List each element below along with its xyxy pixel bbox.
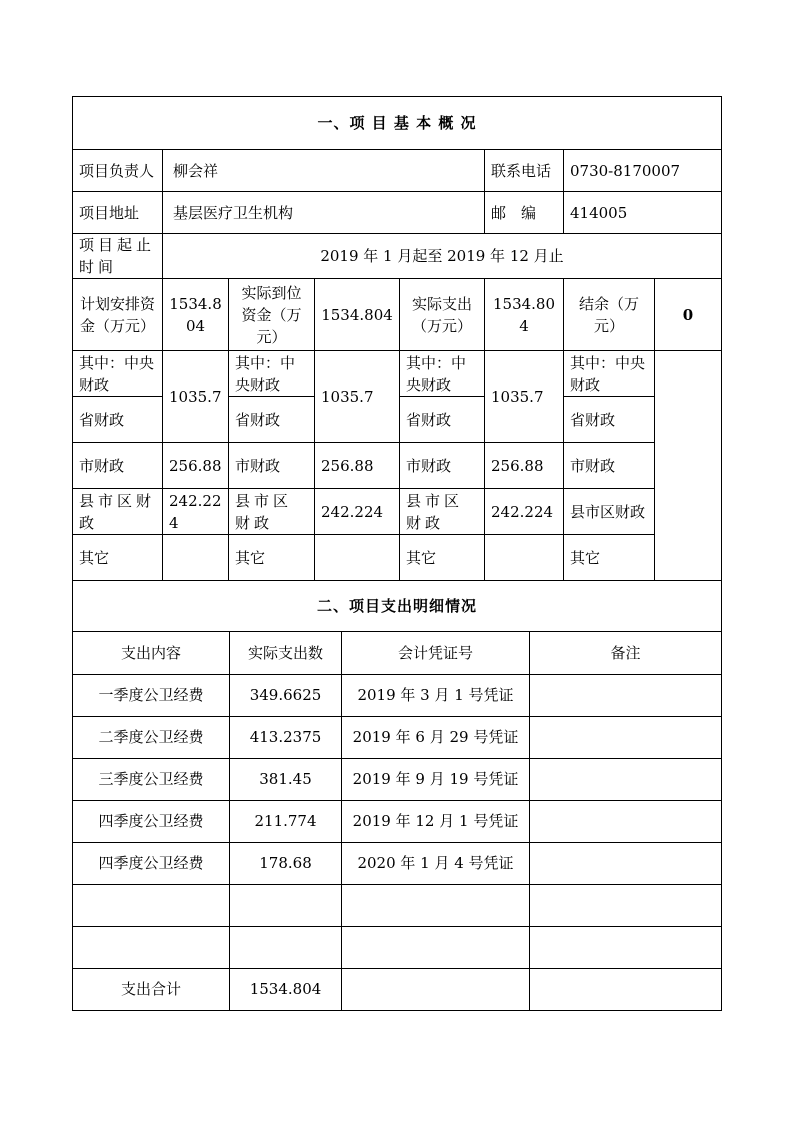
expense-amount: 211.774 [230, 800, 342, 842]
address-label: 项目地址 [73, 192, 163, 234]
city-value-2: 256.88 [315, 443, 400, 489]
expense-voucher: 2019 年 6 月 29 号凭证 [342, 716, 530, 758]
total-remark-blank [530, 968, 722, 1010]
central-label-4: 其中：中央财政 [564, 351, 655, 397]
period-label: 项目起止时间 [73, 234, 163, 279]
spent-value: 1534.804 [485, 279, 564, 351]
city-label-1: 市财政 [73, 443, 163, 489]
expense-voucher: 2019 年 12 月 1 号凭证 [342, 800, 530, 842]
expense-detail-table [72, 632, 722, 1011]
section2-title: 二、项目支出明细情况 [73, 581, 722, 632]
table-row [73, 926, 722, 968]
actual-funds-value: 1534.804 [315, 279, 400, 351]
other-label-1: 其它 [73, 535, 163, 581]
expense-voucher: 2020 年 1 月 4 号凭证 [342, 842, 530, 884]
expense-content: 三季度公卫经费 [73, 758, 230, 800]
address-value: 基层医疗卫生机构 [163, 192, 485, 234]
city-label-2: 市财政 [229, 443, 315, 489]
expense-content: 四季度公卫经费 [73, 800, 230, 842]
planned-funds-value: 1534.804 [163, 279, 229, 351]
other-value-3 [485, 535, 564, 581]
central-value-1: 1035.7 [163, 351, 229, 443]
balance-value: 0 [655, 279, 722, 351]
province-label-2: 省财政 [229, 397, 315, 443]
table-row [73, 674, 722, 716]
expense-amount: 381.45 [230, 758, 342, 800]
central-value-2: 1035.7 [315, 351, 400, 443]
county-label-4: 县市区财政 [564, 489, 655, 535]
other-value-2 [315, 535, 400, 581]
table-row [73, 758, 722, 800]
expense-voucher [342, 884, 530, 926]
central-label-2: 其中：中央财政 [229, 351, 315, 397]
expense-remark [530, 674, 722, 716]
project-report-sheet [72, 96, 721, 1011]
planned-funds-label: 计划安排资金（万元） [73, 279, 163, 351]
postcode-label: 邮 编 [485, 192, 564, 234]
leader-value: 柳会祥 [163, 150, 485, 192]
expense-content [73, 884, 230, 926]
county-value-1: 242.224 [163, 489, 229, 535]
expense-amount: 178.68 [230, 842, 342, 884]
header-voucher: 会计凭证号 [342, 632, 530, 674]
county-value-2: 242.224 [315, 489, 400, 535]
county-label-3: 县市区财政 [400, 489, 485, 535]
city-value-1: 256.88 [163, 443, 229, 489]
header-content: 支出内容 [73, 632, 230, 674]
total-value: 1534.804 [230, 968, 342, 1010]
table-row [73, 842, 722, 884]
county-label-1: 县市区财政 [73, 489, 163, 535]
period-value: 2019 年 1 月起至 2019 年 12 月止 [163, 234, 722, 279]
expense-remark [530, 842, 722, 884]
project-basic-info-table [72, 96, 722, 632]
total-label: 支出合计 [73, 968, 230, 1010]
expense-voucher [342, 926, 530, 968]
table-row [73, 884, 722, 926]
central-label-1: 其中：中央财政 [73, 351, 163, 397]
expense-amount [230, 926, 342, 968]
leader-label: 项目负责人 [73, 150, 163, 192]
postcode-value: 414005 [564, 192, 722, 234]
expense-voucher: 2019 年 9 月 19 号凭证 [342, 758, 530, 800]
city-label-3: 市财政 [400, 443, 485, 489]
expense-remark [530, 758, 722, 800]
other-label-2: 其它 [229, 535, 315, 581]
city-label-4: 市财政 [564, 443, 655, 489]
other-label-4: 其它 [564, 535, 655, 581]
expense-content: 一季度公卫经费 [73, 674, 230, 716]
central-label-3: 其中：中央财政 [400, 351, 485, 397]
total-row [73, 968, 722, 1010]
expense-remark [530, 716, 722, 758]
spent-label: 实际支出（万元） [400, 279, 485, 351]
other-label-3: 其它 [400, 535, 485, 581]
actual-funds-label: 实际到位资金（万元） [229, 279, 315, 351]
province-label-4: 省财政 [564, 397, 655, 443]
phone-label: 联系电话 [485, 150, 564, 192]
central-value-3: 1035.7 [485, 351, 564, 443]
expense-remark [530, 926, 722, 968]
balance-label: 结余（万元） [564, 279, 655, 351]
province-label-3: 省财政 [400, 397, 485, 443]
expense-content: 四季度公卫经费 [73, 842, 230, 884]
phone-value: 0730-8170007 [564, 150, 722, 192]
expense-remark [530, 884, 722, 926]
expense-voucher: 2019 年 3 月 1 号凭证 [342, 674, 530, 716]
header-amount: 实际支出数 [230, 632, 342, 674]
table-row [73, 716, 722, 758]
balance-blank-cell [655, 351, 722, 581]
province-label-1: 省财政 [73, 397, 163, 443]
section1-title: 一、项 目 基 本 概 况 [73, 97, 722, 150]
header-remark: 备注 [530, 632, 722, 674]
expense-amount: 413.2375 [230, 716, 342, 758]
expense-remark [530, 800, 722, 842]
other-value-1 [163, 535, 229, 581]
expense-content [73, 926, 230, 968]
total-voucher-blank [342, 968, 530, 1010]
expense-content: 二季度公卫经费 [73, 716, 230, 758]
table-row [73, 800, 722, 842]
county-label-2: 县市区财政 [229, 489, 315, 535]
county-value-3: 242.224 [485, 489, 564, 535]
city-value-3: 256.88 [485, 443, 564, 489]
expense-amount [230, 884, 342, 926]
expense-amount: 349.6625 [230, 674, 342, 716]
